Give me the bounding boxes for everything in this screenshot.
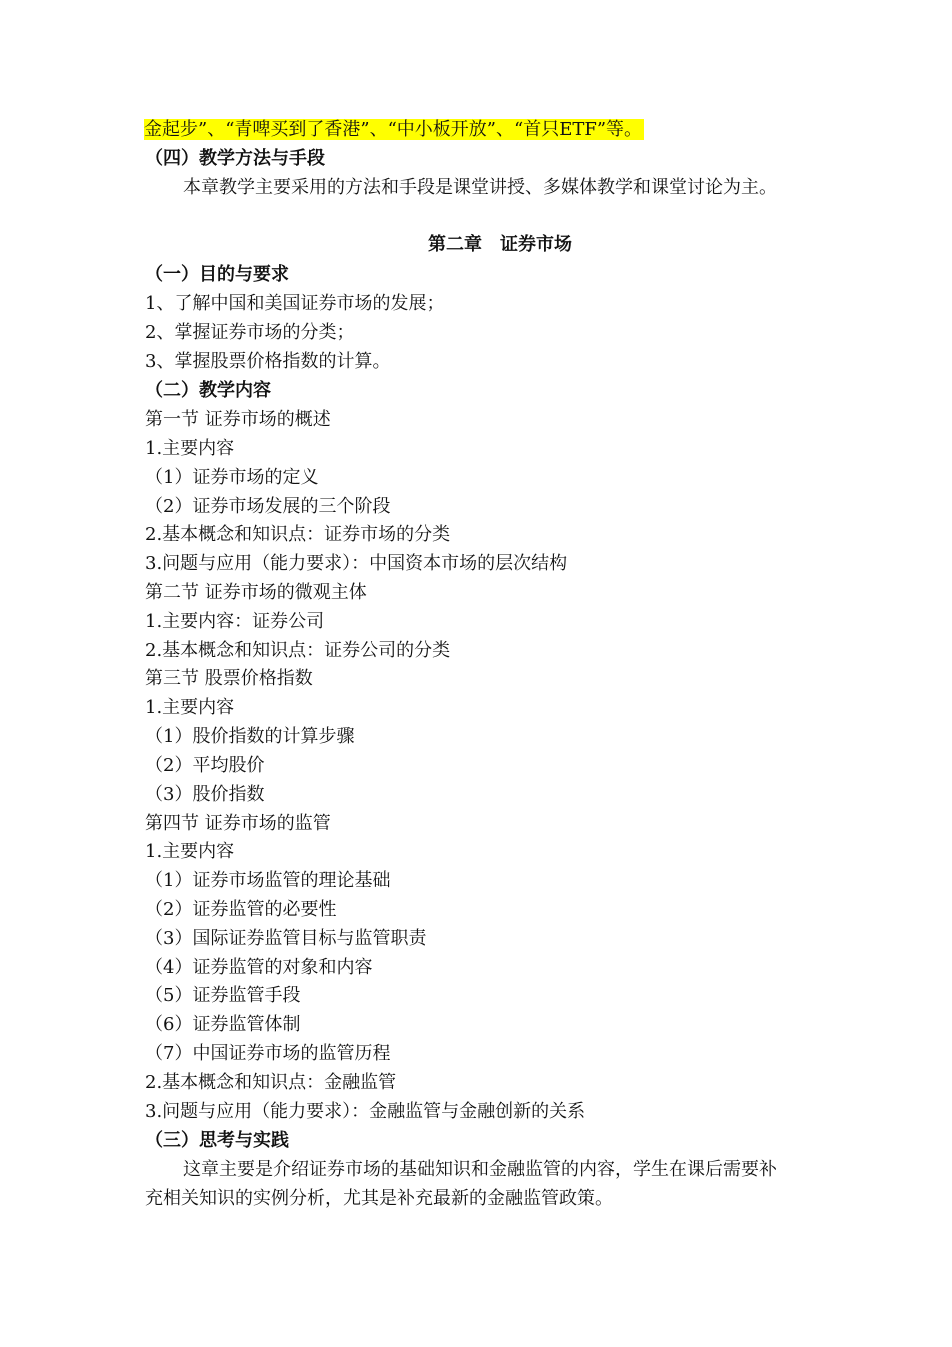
content-line: 第三节 股票价格指数 (145, 668, 313, 689)
content-line: （1）证券市场监管的理论基础 (145, 870, 391, 891)
content-line: 3.问题与应用（能力要求）：金融监管与金融创新的关系 (145, 1101, 586, 1122)
content-line: （3）股价指数 (145, 784, 265, 805)
section-heading-content: （二）教学内容 (145, 380, 271, 401)
content-line: （3）国际证券监管目标与监管职责 (145, 928, 427, 949)
highlighted-text-line: 金起步”、“青啤买到了香港”、“中小板开放”、“首只ETF”等。 (144, 119, 643, 140)
content-line: （6）证券监管体制 (145, 1014, 301, 1035)
content-line: 2.基本概念和知识点：证券公司的分类 (145, 640, 451, 661)
content-line: 第二节 证券市场的微观主体 (145, 582, 367, 603)
section-heading-methods: （四）教学方法与手段 (145, 148, 325, 169)
section-heading-goals: （一）目的与要求 (145, 264, 289, 285)
practice-paragraph-line1: 这章主要是介绍证券市场的基础知识和金融监管的内容，学生在课后需要补 (183, 1159, 777, 1180)
goal-item: 1、了解中国和美国证券市场的发展； (145, 293, 445, 314)
practice-paragraph-line2: 充相关知识的实例分析，尤其是补充最新的金融监管政策。 (145, 1188, 613, 1209)
chapter-title: 第二章 证券市场 (428, 234, 572, 255)
content-line: 1.主要内容 (145, 841, 235, 862)
content-line: 1.主要内容 (145, 697, 235, 718)
content-line: 第四节 证券市场的监管 (145, 813, 331, 834)
content-line: 2.基本概念和知识点：金融监管 (145, 1072, 397, 1093)
goal-item: 2、掌握证券市场的分类； (145, 322, 355, 343)
section-heading-practice: （三）思考与实践 (145, 1130, 289, 1151)
methods-paragraph: 本章教学主要采用的方法和手段是课堂讲授、多媒体教学和课堂讨论为主。 (183, 177, 777, 198)
content-line: （2）平均股价 (145, 755, 265, 776)
content-line: 2.基本概念和知识点：证券市场的分类 (145, 524, 451, 545)
content-line: 1.主要内容：证券公司 (145, 611, 325, 632)
content-line: 第一节 证券市场的概述 (145, 409, 331, 430)
content-line: 3.问题与应用（能力要求）：中国资本市场的层次结构 (145, 553, 568, 574)
content-line: （2）证券市场发展的三个阶段 (145, 496, 391, 517)
content-line: （7）中国证券市场的监管历程 (145, 1043, 391, 1064)
content-line: （4）证券监管的对象和内容 (145, 957, 373, 978)
content-line: （5）证券监管手段 (145, 985, 301, 1006)
content-line: （2）证券监管的必要性 (145, 899, 337, 920)
content-line: （1）证券市场的定义 (145, 467, 319, 488)
goal-item: 3、掌握股票价格指数的计算。 (145, 351, 391, 372)
content-line: 1.主要内容 (145, 438, 235, 459)
content-line: （1）股价指数的计算步骤 (145, 726, 355, 747)
